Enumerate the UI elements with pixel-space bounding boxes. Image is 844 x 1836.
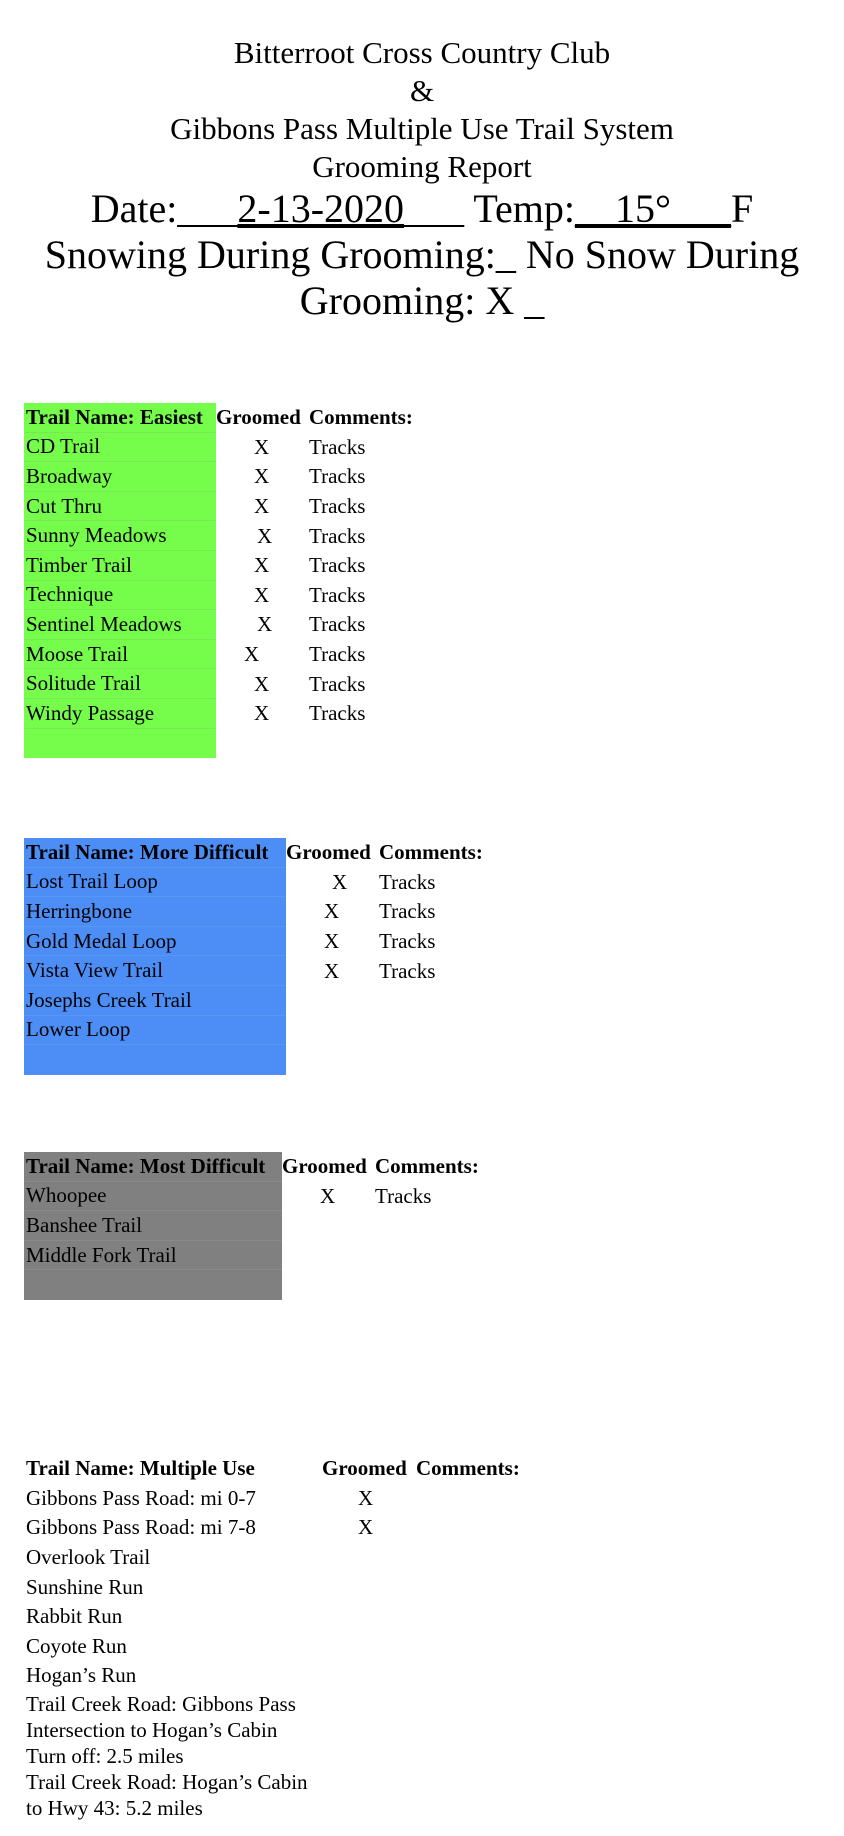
groomed-cell <box>322 1602 416 1632</box>
groomed-cell: X <box>244 642 260 667</box>
report-title: Grooming Report <box>312 149 532 184</box>
table-row <box>24 551 413 581</box>
trail-name-cell: Coyote Run <box>26 1633 127 1658</box>
trail-name-cell: Sunny Meadows <box>24 521 216 551</box>
trail-name-cell: Timber Trail <box>24 551 216 581</box>
trail-name-cell: Middle Fork Trail <box>24 1241 282 1271</box>
comment-cell: Tracks <box>309 671 366 696</box>
table-row <box>24 1769 520 1821</box>
groomed-cell: X <box>324 899 340 924</box>
header-groomed: Groomed <box>322 1456 407 1481</box>
comment-cell: Tracks <box>309 612 366 637</box>
trail-name-cell: Lower Loop <box>24 1016 286 1046</box>
trail-name-cell: Gold Medal Loop <box>24 927 286 957</box>
table-row <box>24 927 483 957</box>
groomed-cell <box>286 986 379 1016</box>
table-row <box>24 1543 520 1573</box>
trail-name-cell: Trail Creek Road: Gibbons Pass Intersection to Hogan’s Cabin Turn off: 2.5 miles <box>26 1691 296 1768</box>
trail-name-cell: Sentinel Meadows <box>24 610 216 640</box>
trail-name-cell: Gibbons Pass Road: mi 7-8 <box>26 1515 256 1540</box>
temp-value: __15°___ <box>574 186 731 231</box>
trail-name-cell: Sunshine Run <box>26 1574 144 1599</box>
header-comments: Comments: <box>309 405 413 430</box>
groomed-cell: X <box>254 494 270 519</box>
date-blank-pre: ___ <box>177 186 238 231</box>
trail-name-cell: Herringbone <box>24 897 286 927</box>
header-trail-name: Trail Name: Multiple Use <box>26 1456 255 1481</box>
table-header-row <box>24 1152 479 1182</box>
groomed-cell <box>286 1016 379 1046</box>
table-empty-row <box>24 1045 483 1075</box>
table-row <box>24 1691 520 1769</box>
groomed-cell <box>322 1661 416 1691</box>
comment-cell: Tracks <box>309 553 366 578</box>
comment-cell: Tracks <box>379 929 436 954</box>
groomed-cell: X <box>257 612 273 637</box>
report-header <box>0 34 844 324</box>
table-row <box>24 669 413 699</box>
header-trail-name: Trail Name: More Difficult <box>24 838 286 868</box>
header-trail-name: Trail Name: Easiest <box>24 403 216 433</box>
table-row <box>24 1572 520 1602</box>
groomed-cell: X <box>332 869 348 894</box>
groomed-cell <box>322 1632 416 1662</box>
table-row <box>24 640 413 670</box>
header-comments: Comments: <box>416 1456 520 1481</box>
table-empty-row <box>24 1270 479 1300</box>
trail-name-cell: Moose Trail <box>24 640 216 670</box>
table-row <box>24 1211 479 1241</box>
table-header-row <box>24 403 413 433</box>
club-name: Bitterroot Cross Country Club <box>233 35 611 70</box>
trail-name-cell: Overlook Trail <box>26 1545 151 1570</box>
no-snow-tail: _ <box>524 278 545 323</box>
table-row <box>24 1602 520 1632</box>
table-row <box>24 492 413 522</box>
groomed-cell: X <box>254 701 270 726</box>
groomed-cell <box>322 1543 416 1573</box>
groomed-cell <box>282 1211 375 1241</box>
table-row <box>24 1661 520 1691</box>
groomed-cell: X <box>254 582 270 607</box>
trail-name-cell: Hogan’s Run <box>26 1663 137 1688</box>
groomed-cell: X <box>254 434 270 459</box>
groomed-cell <box>322 1572 416 1602</box>
trail-name-cell: Broadway <box>24 462 216 492</box>
table-row <box>24 462 413 492</box>
groomed-cell <box>282 1241 375 1271</box>
comment-cell: Tracks <box>375 1183 432 1208</box>
header-comments: Comments: <box>375 1154 479 1179</box>
trail-name-cell: Gibbons Pass Road: mi 0-7 <box>26 1485 256 1510</box>
table-row <box>24 868 483 898</box>
snowing-line: Snowing During Grooming:_ No Snow During <box>44 232 800 277</box>
trail-name-cell: Trail Creek Road: Hogan’s Cabin to Hwy 43: 5.2 miles <box>26 1769 308 1820</box>
most-difficult-table <box>24 1152 479 1300</box>
table-row <box>24 610 413 640</box>
groomed-cell: X <box>324 958 340 983</box>
table-row <box>24 521 413 551</box>
groomed-cell: X <box>254 671 270 696</box>
trail-name-cell: Rabbit Run <box>26 1604 123 1629</box>
table-row <box>24 1484 520 1514</box>
header-comments: Comments: <box>379 840 483 865</box>
header-groomed: Groomed <box>282 1154 367 1179</box>
groomed-cell: X <box>358 1515 374 1540</box>
groomed-cell: X <box>254 553 270 578</box>
trail-name-cell: Cut Thru <box>24 492 216 522</box>
header-trail-name: Trail Name: Most Difficult <box>24 1152 282 1182</box>
comment-cell: Tracks <box>309 523 366 548</box>
no-snow-line <box>0 278 844 324</box>
header-groomed: Groomed <box>216 405 301 430</box>
table-row <box>24 1513 520 1543</box>
ampersand: & <box>409 73 435 108</box>
table-header-row <box>24 838 483 868</box>
comment-cell: Tracks <box>379 899 436 924</box>
groomed-cell: X <box>324 929 340 954</box>
trail-name-cell: Whoopee <box>24 1182 282 1212</box>
table-row <box>24 986 483 1016</box>
trail-name-cell: Technique <box>24 581 216 611</box>
easiest-table <box>24 403 413 758</box>
trail-name-cell: CD Trail <box>24 433 216 463</box>
groomed-cell: X <box>257 523 273 548</box>
table-row <box>24 1182 479 1212</box>
groomed-cell: X <box>358 1485 374 1510</box>
no-snow-text: Grooming: X <box>299 278 525 323</box>
trail-name-cell: Vista View Trail <box>24 956 286 986</box>
groomed-cell: X <box>254 464 270 489</box>
comment-cell: Tracks <box>309 434 366 459</box>
comment-cell: Tracks <box>309 642 366 667</box>
comment-cell: Tracks <box>379 958 436 983</box>
date-value: 2-13-2020 <box>237 186 405 231</box>
groomed-cell: X <box>320 1183 336 1208</box>
table-empty-row <box>24 729 413 759</box>
comment-cell: Tracks <box>309 494 366 519</box>
table-row <box>24 1016 483 1046</box>
trail-name-cell: Windy Passage <box>24 699 216 729</box>
temp-label: Temp: <box>473 186 575 231</box>
more-difficult-table <box>24 838 483 1075</box>
trail-name-cell: Solitude Trail <box>24 669 216 699</box>
trail-system-name: Gibbons Pass Multiple Use Trail System <box>170 111 674 146</box>
comment-cell: Tracks <box>309 701 366 726</box>
comment-cell: Tracks <box>309 464 366 489</box>
header-groomed: Groomed <box>286 840 371 865</box>
comment-cell: Tracks <box>379 869 436 894</box>
table-row <box>24 1632 520 1662</box>
date-temp-line <box>0 186 844 232</box>
table-row <box>24 699 413 729</box>
table-row <box>24 433 413 463</box>
trail-name-cell: Lost Trail Loop <box>24 868 286 898</box>
comment-cell: Tracks <box>309 582 366 607</box>
table-header-row <box>24 1454 520 1484</box>
table-row <box>24 581 413 611</box>
table-row <box>24 1241 479 1271</box>
trail-name-cell: Josephs Creek Trail <box>24 986 286 1016</box>
date-label: Date: <box>90 186 178 231</box>
multiple-use-table <box>24 1454 520 1821</box>
temp-unit: F <box>730 186 754 231</box>
date-blank-post: ___ <box>404 186 465 231</box>
trail-name-cell: Banshee Trail <box>24 1211 282 1241</box>
table-row <box>24 897 483 927</box>
table-row <box>24 956 483 986</box>
